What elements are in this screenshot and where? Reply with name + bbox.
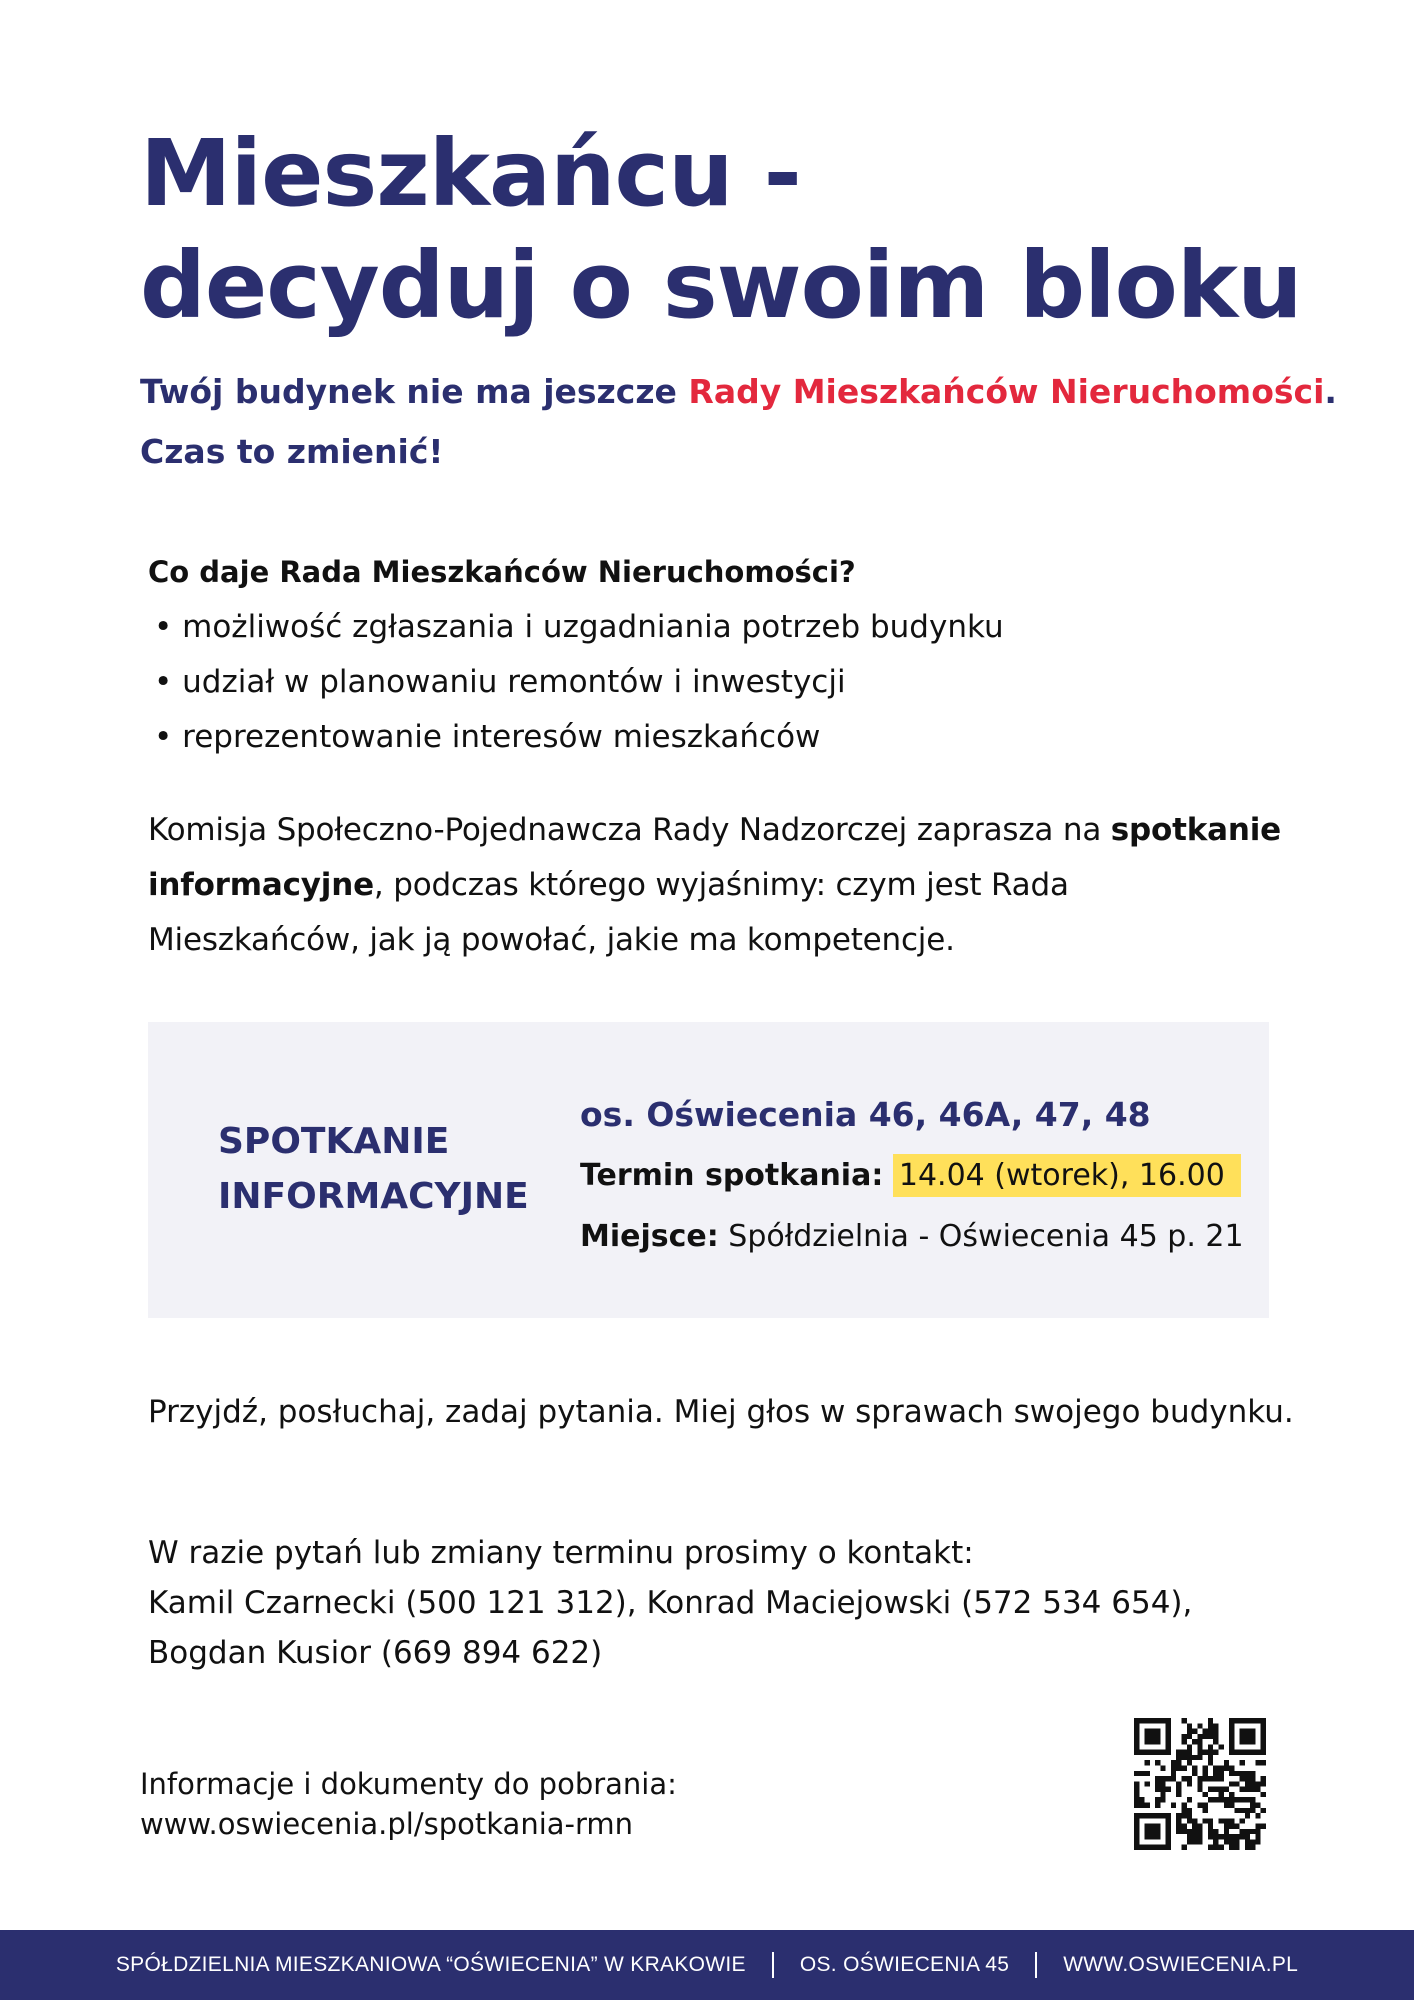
subtitle-text: Twój budynek nie ma jeszcze bbox=[140, 372, 689, 411]
meeting-place-label: Miejsce: bbox=[580, 1219, 719, 1254]
meeting-date-value: 14.04 (wtorek), 16.00 bbox=[893, 1154, 1241, 1197]
benefits-list bbox=[148, 600, 1004, 765]
invitation-bold: spotkanie informacyjne bbox=[148, 812, 1281, 903]
meeting-details bbox=[580, 1084, 1244, 1267]
footer-website[interactable]: WWW.OSWIECENIA.PL bbox=[1063, 1953, 1299, 1976]
closing-text: Przyjdź, posłuchaj, zadaj pytania. Miej głos w sprawach swojego budynku. bbox=[148, 1394, 1294, 1430]
downloads-label: Informacje i dokumenty do pobrania: bbox=[140, 1767, 677, 1801]
contact-persons: Kamil Czarnecki (500 121 312), Konrad Maciejowski (572 534 654), bbox=[148, 1585, 1193, 1621]
meeting-date-label: Termin spotkania: bbox=[580, 1158, 884, 1193]
meeting-date-row bbox=[580, 1145, 1244, 1206]
subtitle-period: . bbox=[1324, 372, 1337, 411]
meeting-info-box bbox=[148, 1022, 1269, 1318]
subtitle bbox=[140, 362, 1337, 482]
contact-intro: W razie pytań lub zmiany terminu prosimy o kontakt: bbox=[148, 1535, 974, 1571]
invitation-text-start: Komisja Społeczno-Pojednawcza Rady Nadzorczej zaprasza na bbox=[148, 812, 1111, 848]
page-title-line-2: decyduj o swoim bloku bbox=[140, 232, 1302, 339]
meeting-place-row bbox=[580, 1206, 1244, 1267]
benefits-heading: Co daje Rada Mieszkańców Nieruchomości? bbox=[148, 555, 856, 589]
subtitle-highlight: Rady Mieszkańców Nieruchomości bbox=[688, 372, 1325, 411]
meeting-label-line-1: SPOTKANIE bbox=[218, 1121, 450, 1162]
benefit-item: • udział w planowaniu remontów i inwestycji bbox=[154, 664, 846, 700]
meeting-label-line-2: INFORMACYJNE bbox=[218, 1176, 529, 1217]
page-title-line-1: Mieszkańcu - bbox=[140, 120, 801, 227]
invitation-text-end: , podczas którego wyjaśnimy: czym jest Rada Mieszkańców, jak ją powołać, jakie ma kompetencje. bbox=[148, 867, 1069, 958]
meeting-place-value: Spółdzielnia - Oświecenia 45 p. 21 bbox=[728, 1219, 1244, 1254]
subtitle-call-to-action: Czas to zmienić! bbox=[140, 432, 444, 471]
meeting-label bbox=[218, 1114, 529, 1224]
footer-divider bbox=[772, 1952, 774, 1978]
downloads-link[interactable]: www.oswiecenia.pl/spotkania-rmn bbox=[140, 1807, 634, 1841]
downloads-info bbox=[140, 1764, 677, 1844]
footer-divider bbox=[1035, 1952, 1037, 1978]
benefit-item: • reprezentowanie interesów mieszkańców bbox=[154, 719, 821, 755]
footer-bar bbox=[0, 1930, 1414, 2000]
invitation-paragraph bbox=[148, 803, 1288, 968]
meeting-address: os. Oświecenia 46, 46A, 47, 48 bbox=[580, 1095, 1151, 1134]
contact-info bbox=[148, 1528, 1192, 1678]
page-title bbox=[140, 118, 1302, 342]
contact-persons-continued: Bogdan Kusior (669 894 622) bbox=[148, 1635, 603, 1671]
qr-code-icon[interactable] bbox=[1134, 1718, 1266, 1850]
benefit-item: • możliwość zgłaszania i uzgadniania potrzeb budynku bbox=[154, 609, 1004, 645]
footer-address: OS. OŚWIECENIA 45 bbox=[799, 1953, 1010, 1976]
benefits-section bbox=[148, 545, 1004, 765]
footer-organization: SPÓŁDZIELNIA MIESZKANIOWA “OŚWIECENIA” W KRAKOWIE bbox=[115, 1953, 746, 1976]
